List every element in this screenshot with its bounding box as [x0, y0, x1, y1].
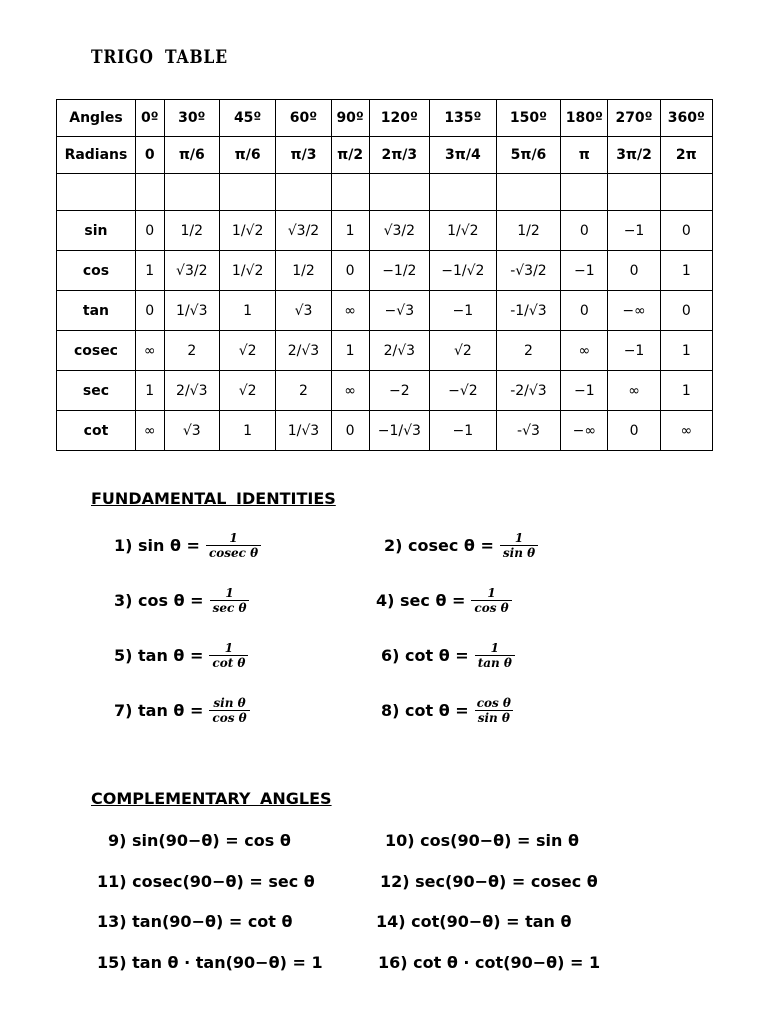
table-row: [57, 371, 713, 411]
table-cell: 150º: [496, 100, 561, 137]
table-cell: [276, 174, 331, 211]
fraction-numerator: sin θ: [213, 696, 246, 710]
table-cell: 3π/4: [430, 137, 497, 174]
fraction-denominator: sec θ: [210, 600, 250, 615]
table-cell: π: [561, 137, 608, 174]
table-cell: 0: [608, 251, 660, 291]
table-cell: 1: [331, 211, 369, 251]
table-row-header: cosec: [57, 331, 136, 371]
trig-table: [56, 99, 713, 451]
table-cell: π/6: [219, 137, 275, 174]
table-cell: 1/√2: [219, 251, 275, 291]
table-cell: 360º: [660, 100, 712, 137]
table-row-header: Radians: [57, 137, 136, 174]
identity-fraction: [471, 586, 511, 615]
fraction-numerator: 1: [229, 531, 238, 545]
complementary-identity-9: 9) sin(90−θ) = cos θ: [108, 831, 291, 850]
table-cell: 0: [660, 291, 712, 331]
table-cell: 2: [496, 331, 561, 371]
table-cell: 2/√3: [276, 331, 331, 371]
table-cell: −1: [561, 371, 608, 411]
table-cell: 2π: [660, 137, 712, 174]
table-cell: ∞: [135, 411, 164, 451]
identity-fraction: [500, 531, 538, 560]
table-cell: [219, 174, 275, 211]
fraction-denominator: cos θ: [209, 710, 249, 725]
table-cell: -√3: [496, 411, 561, 451]
table-cell: 180º: [561, 100, 608, 137]
table-cell: 1: [660, 371, 712, 411]
identity-lhs: 3) cos θ =: [114, 591, 204, 610]
table-cell: 30º: [164, 100, 219, 137]
fraction-numerator: 1: [224, 641, 234, 655]
identity-lhs: 8) cot θ =: [381, 701, 469, 720]
table-cell: −√2: [430, 371, 497, 411]
table-row-header: sin: [57, 211, 136, 251]
identity-fraction: [209, 696, 249, 725]
table-cell: 5π/6: [496, 137, 561, 174]
table-cell: [496, 174, 561, 211]
table-cell: −2: [369, 371, 429, 411]
table-cell: 2: [276, 371, 331, 411]
table-row-header: cot: [57, 411, 136, 451]
table-cell: 1/√3: [164, 291, 219, 331]
identity-fraction: [206, 531, 261, 560]
table-cell: √3/2: [164, 251, 219, 291]
identity-4: [376, 586, 512, 615]
identity-lhs: 6) cot θ =: [381, 646, 469, 665]
table-cell: ∞: [561, 331, 608, 371]
table-cell: 1: [135, 371, 164, 411]
table-cell: √2: [219, 371, 275, 411]
table-cell: -1/√3: [496, 291, 561, 331]
table-row: [57, 100, 713, 137]
table-cell: 270º: [608, 100, 660, 137]
table-cell: √3: [276, 291, 331, 331]
table-row: [57, 174, 713, 211]
identity-lhs: 5) tan θ =: [114, 646, 204, 665]
table-cell: [608, 174, 660, 211]
table-cell: ∞: [331, 291, 369, 331]
table-cell: √2: [219, 331, 275, 371]
table-cell: 0: [135, 211, 164, 251]
complementary-identity-10: 10) cos(90−θ) = sin θ: [385, 831, 579, 850]
table-row-header: sec: [57, 371, 136, 411]
table-cell: 1: [660, 331, 712, 371]
table-cell: 1/√2: [219, 211, 275, 251]
table-cell: [660, 174, 712, 211]
table-cell: 2: [164, 331, 219, 371]
table-cell: 0: [608, 411, 660, 451]
complementary-identity-11: 11) cosec(90−θ) = sec θ: [97, 872, 315, 891]
table-cell: 60º: [276, 100, 331, 137]
table-cell: √3/2: [276, 211, 331, 251]
table-cell: 0: [561, 211, 608, 251]
table-row-header: tan: [57, 291, 136, 331]
table-cell: 2/√3: [369, 331, 429, 371]
table-cell: 1: [135, 251, 164, 291]
table-cell: 45º: [219, 100, 275, 137]
table-cell: −1: [608, 211, 660, 251]
table-cell: [331, 174, 369, 211]
complementary-identity-16: 16) cot θ · cot(90−θ) = 1: [378, 953, 601, 972]
identity-2: [384, 531, 538, 560]
table-cell: 90º: [331, 100, 369, 137]
fraction-numerator: 1: [514, 531, 524, 545]
identity-3: [114, 586, 249, 615]
table-cell: ∞: [331, 371, 369, 411]
fraction-numerator: 1: [225, 586, 234, 600]
complementary-identity-12: 12) sec(90−θ) = cosec θ: [380, 872, 598, 891]
table-cell: 2/√3: [164, 371, 219, 411]
table-cell: ∞: [660, 411, 712, 451]
fraction-denominator: cot θ: [209, 655, 248, 670]
table-row: [57, 251, 713, 291]
table-cell: √3/2: [369, 211, 429, 251]
table-cell: 3π/2: [608, 137, 660, 174]
identity-1: [114, 531, 261, 560]
identity-fraction: [475, 641, 515, 670]
table-cell: [369, 174, 429, 211]
identity-fraction: [210, 586, 250, 615]
table-row-header: Angles: [57, 100, 136, 137]
fraction-denominator: cosec θ: [206, 545, 261, 560]
table-cell: [430, 174, 497, 211]
identity-lhs: 7) tan θ =: [114, 701, 204, 720]
table-cell: 0: [561, 291, 608, 331]
table-cell: ∞: [608, 371, 660, 411]
table-cell: 1/√2: [430, 211, 497, 251]
table-row: [57, 291, 713, 331]
complementary-identity-13: 13) tan(90−θ) = cot θ: [97, 912, 293, 931]
table-cell: ∞: [135, 331, 164, 371]
table-cell: -2/√3: [496, 371, 561, 411]
table-cell: 120º: [369, 100, 429, 137]
identity-6: [381, 641, 515, 670]
fraction-numerator: cos θ: [476, 696, 511, 710]
table-cell: −1: [430, 411, 497, 451]
table-cell: [561, 174, 608, 211]
identity-7: [114, 696, 250, 725]
table-cell: −∞: [608, 291, 660, 331]
table-cell: −1: [561, 251, 608, 291]
table-cell: −1: [608, 331, 660, 371]
table-cell: 0: [660, 211, 712, 251]
identity-fraction: [475, 696, 513, 725]
table-cell: 0º: [135, 100, 164, 137]
table-cell: 0: [331, 251, 369, 291]
table-cell: π/3: [276, 137, 331, 174]
complementary-angles-heading: COMPLEMENTARY ANGLES: [91, 789, 332, 808]
table-cell: 1: [331, 331, 369, 371]
table-row: [57, 137, 713, 174]
identity-5: [114, 641, 248, 670]
table-cell: 0: [135, 291, 164, 331]
table-cell: [164, 174, 219, 211]
table-cell: −1: [430, 291, 497, 331]
fraction-numerator: 1: [487, 586, 496, 600]
complementary-identity-14: 14) cot(90−θ) = tan θ: [376, 912, 572, 931]
table-cell: √3: [164, 411, 219, 451]
page-title: TRIGO TABLE: [91, 46, 228, 68]
table-cell: 1: [219, 411, 275, 451]
table-cell: 1/2: [276, 251, 331, 291]
fraction-denominator: cos θ: [471, 600, 511, 615]
table-cell: 0: [331, 411, 369, 451]
table-cell: −∞: [561, 411, 608, 451]
identity-lhs: 4) sec θ =: [376, 591, 466, 610]
table-cell: 2π/3: [369, 137, 429, 174]
complementary-identity-15: 15) tan θ · tan(90−θ) = 1: [97, 953, 323, 972]
table-cell: −1/2: [369, 251, 429, 291]
fundamental-identities-heading: FUNDAMENTAL IDENTITIES: [91, 489, 336, 508]
table-cell: π/2: [331, 137, 369, 174]
identity-lhs: 1) sin θ =: [114, 536, 200, 555]
table-row-header: cos: [57, 251, 136, 291]
table-cell: 1/2: [496, 211, 561, 251]
table-cell: 1: [660, 251, 712, 291]
table-cell: [135, 174, 164, 211]
table-cell: 1/2: [164, 211, 219, 251]
table-cell: √2: [430, 331, 497, 371]
table-row: [57, 211, 713, 251]
fraction-denominator: sin θ: [475, 710, 513, 725]
fraction-denominator: sin θ: [500, 545, 538, 560]
fraction-denominator: tan θ: [475, 655, 515, 670]
table-cell: −1/√3: [369, 411, 429, 451]
identity-fraction: [209, 641, 248, 670]
table-cell: 0: [135, 137, 164, 174]
table-row: [57, 411, 713, 451]
fraction-numerator: 1: [490, 641, 499, 655]
table-row: [57, 331, 713, 371]
table-cell: -√3/2: [496, 251, 561, 291]
table-cell: 1: [219, 291, 275, 331]
table-cell: 1/√3: [276, 411, 331, 451]
table-cell: π/6: [164, 137, 219, 174]
identity-8: [381, 696, 513, 725]
table-row-header: [57, 174, 136, 211]
table-cell: −1/√2: [430, 251, 497, 291]
identity-lhs: 2) cosec θ =: [384, 536, 494, 555]
table-cell: 135º: [430, 100, 497, 137]
table-cell: −√3: [369, 291, 429, 331]
